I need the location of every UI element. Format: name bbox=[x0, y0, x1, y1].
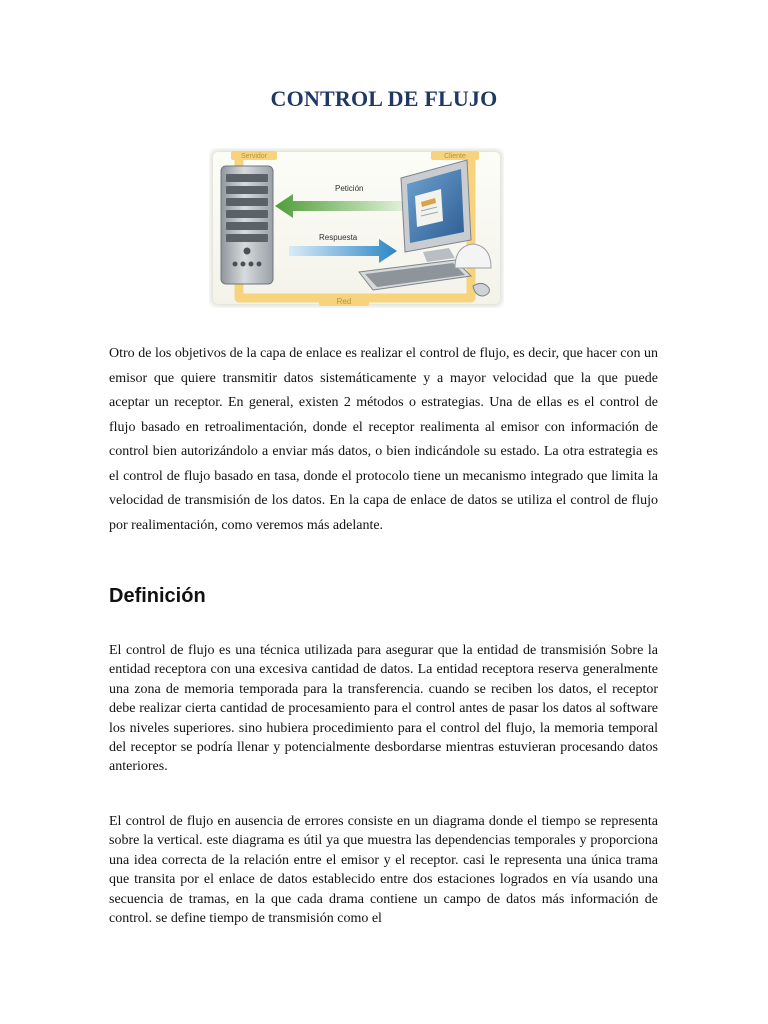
server-label: Servidor bbox=[240, 153, 268, 160]
network-label: Red bbox=[336, 297, 352, 306]
section-heading-definicion: Definición bbox=[109, 585, 206, 607]
intro-paragraph: Otro de los objetivos de la capa de enlace es realizar el control de flujo, es decir, que hacer con un emisor que quiere transmitir datos sistemáticamente y a mayor velocidad que la que puede aceptar un receptor. En general, existen 2 métodos o estrategias. Una de ellas es el control de flujo basado en retroalimentación, donde el receptor realimenta al emisor con información de control bien autorizándolo a enviar más datos, o bien indicándole su estado. La otra estrategia es el control de flujo basado en tasa, donde el protocolo tiene un mecanismo integrado que limita la velocidad de transmisión de los datos. En la capa de enlace de datos se utiliza el control de flujo por realimentación, como veremos más adelante. bbox=[109, 346, 658, 533]
request-label: Petición bbox=[335, 184, 364, 193]
response-label: Respuesta bbox=[319, 233, 358, 242]
page-title: CONTROL DE FLUJO bbox=[270, 86, 498, 111]
definition-paragraph-1: El control de flujo es una técnica utilizada para asegurar que la entidad de transmisión Sobre la entidad receptora con una excesiva cantidad de datos. La entidad receptora reserva generalmente una zona de memoria temporada para la transferencia. cuando se reciben los datos, el receptor debe realizar cierta cantidad de procesamiento para el control antes de pasar los datos al software los niveles superiores. sino hubiera procedimiento para el control del flujo, la memoria temporal del receptor se podría llenar y potencialmente desbordarse mientras estuvieran procesando datos anteriores. bbox=[109, 643, 658, 775]
definition-paragraph-2: El control de flujo en ausencia de errores consiste en un diagrama donde el tiempo se representa sobre la vertical. este diagrama es útil ya que muestra las dependencias temporales y proporciona una idea correcta de la relación entre el emisor y el receptor. casi le representa una única trama que transita por el enlace de datos establecido entre dos estaciones logrados en vía usando una secuencia de tramas, en la que cada drama contiene un campo de datos más información de control. se define tiempo de transmisión como el bbox=[109, 814, 658, 927]
server-tower-icon bbox=[221, 166, 273, 284]
client-server-figure bbox=[209, 148, 504, 308]
client-label: Cliente bbox=[444, 153, 466, 160]
